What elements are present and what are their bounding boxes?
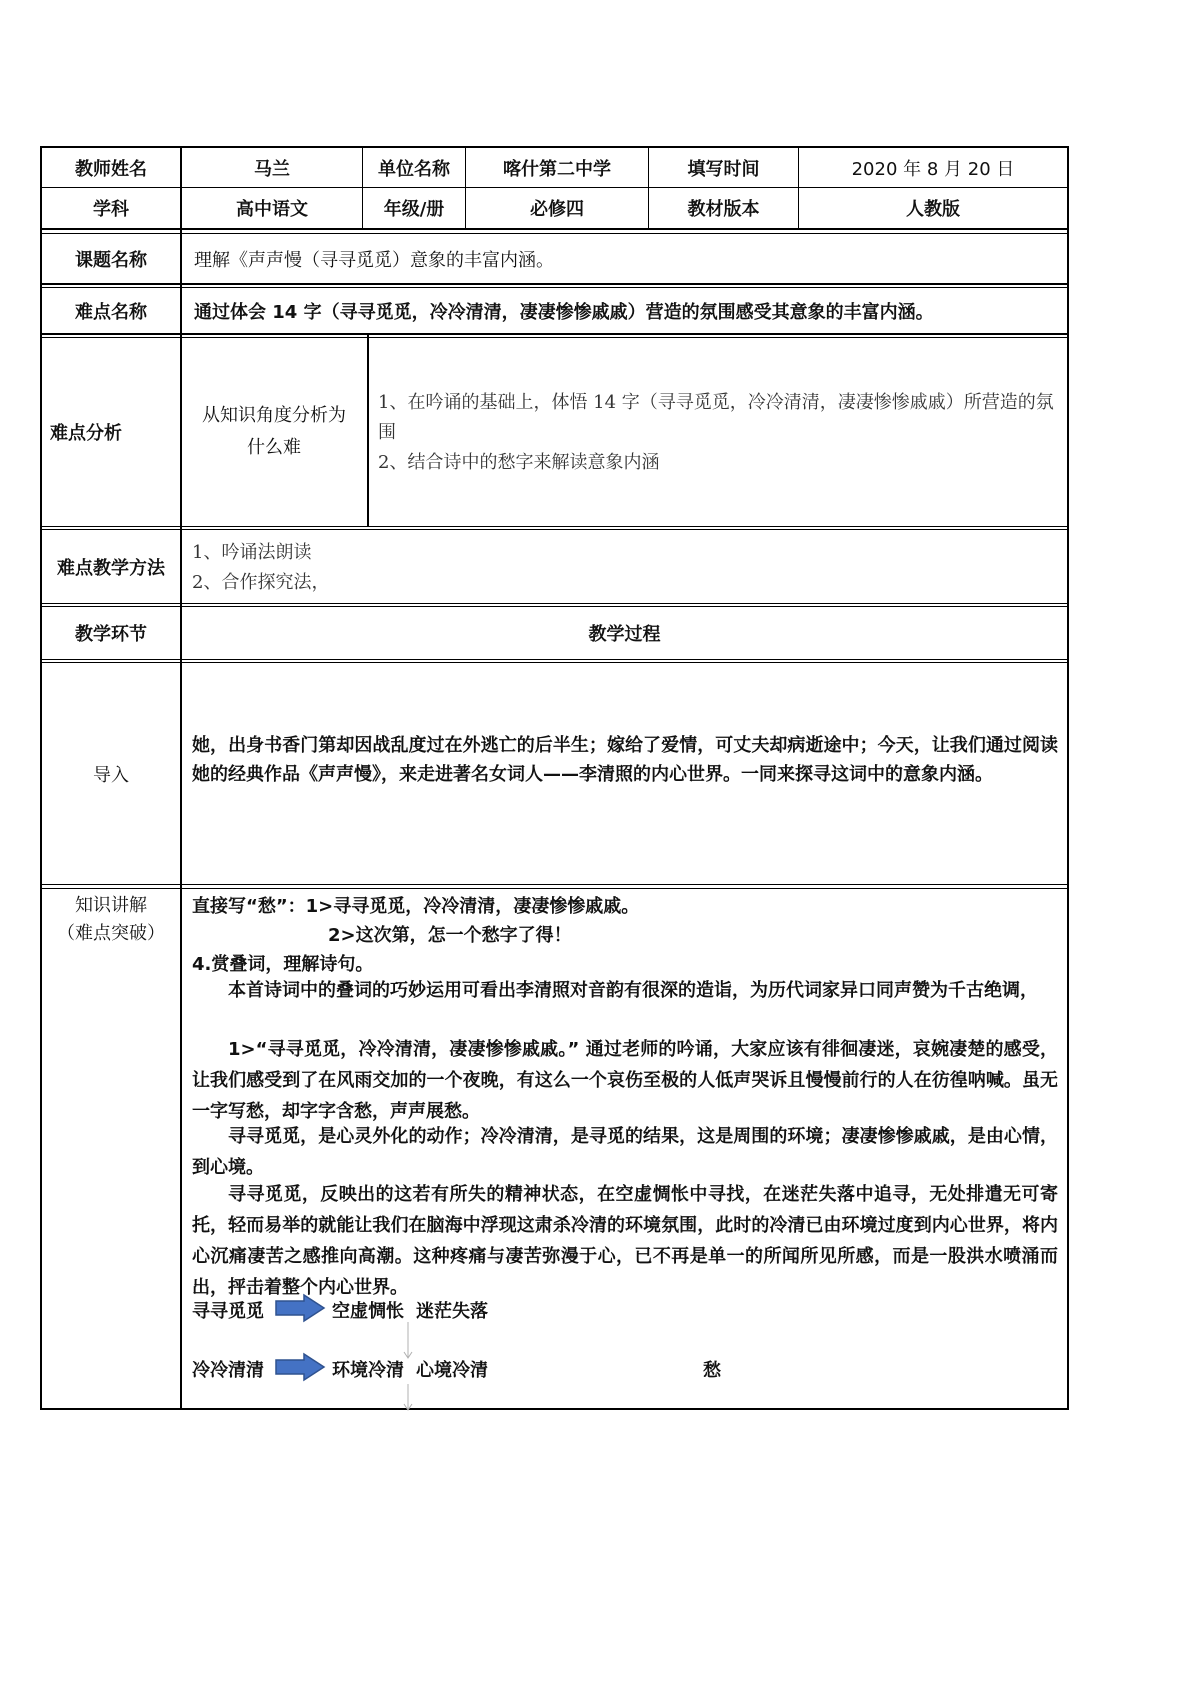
knowledge-label-1: 知识讲解 (75, 895, 147, 916)
diagram-row2-mid: 环境冷清 (332, 1360, 404, 1381)
teacher-name-label: 教师姓名 (75, 158, 147, 180)
diagram-row2-right: 心境冷清 (416, 1360, 488, 1381)
knowledge-label (42, 892, 180, 948)
diagram-row1-left: 寻寻觅觅 (192, 1301, 264, 1322)
method-item-2: 2、合作探究法， (192, 572, 330, 593)
method-label: 难点教学方法 (57, 557, 165, 579)
fill-date-label: 填写时间 (687, 158, 760, 180)
arrow-right-icon (274, 1352, 326, 1382)
unit-name-label: 单位名称 (378, 158, 450, 180)
process-section-label: 教学环节 (75, 624, 147, 645)
intro-label: 导入 (93, 764, 129, 786)
diagram-row1-mid: 空虚惆怅 (332, 1301, 404, 1322)
subject-label: 学科 (93, 199, 129, 220)
diagram-result: 愁 (703, 1360, 721, 1381)
knowledge-para-4: 寻寻觅觅，反映出的这若有所失的精神状态，在空虚惆怅中寻找，在迷茫失落中追寻，无处排遣无可寄托，轻而易举的就能让我们在脑海中浮现这肃杀冷清的环境氛围，此时的冷清已由环境过度到内心世界，将内心沉痛凄苦之感推向高潮。这种疼痛与凄苦弥漫于心，已不再是单一的所闻所见所感，而是一股洪水喷涌而出，抨击着整个内心世界。 (192, 1184, 1058, 1298)
difficulty-label: 难点名称 (75, 301, 147, 323)
knowledge-para-1: 本首诗词中的叠词的巧妙运用可看出李清照对音韵有很深的造诣，为历代词家异口同声赞为千古绝调， (228, 980, 1038, 1001)
knowledge-line-2: 2>这次第，怎一个愁字了得！ (328, 925, 572, 946)
edition-value: 人教版 (906, 199, 960, 220)
diagram-row1-right: 迷茫失落 (416, 1301, 488, 1322)
edition-label: 教材版本 (687, 199, 760, 220)
process-header: 教学过程 (588, 624, 661, 645)
grade-value: 必修四 (530, 199, 584, 220)
teacher-name-value: 马兰 (254, 158, 290, 180)
topic-value: 理解《声声慢（寻寻觅觅）意象的丰富内涵。 (194, 249, 554, 271)
knowledge-para-3: 寻寻觅觅，是心灵外化的动作；冷冷清清，是寻觅的结果，这是周围的环境；凄凄惨惨戚戚，是由心情，到心境。 (192, 1126, 1058, 1178)
analysis-item-2: 2、结合诗中的愁字来解读意象内涵 (378, 452, 660, 473)
difficulty-value: 通过体会 14 字（寻寻觅觅，冷冷清清，凄凄惨惨戚戚）营造的氛围感受其意象的丰富内涵。 (194, 301, 934, 323)
topic-label: 课题名称 (75, 249, 147, 271)
analysis-label: 难点分析 (50, 423, 122, 444)
intro-text: 她，出身书香门第却因战乱度过在外逃亡的后半生；嫁给了爱情，可丈夫却病逝途中；今天，让我们通过阅读她的经典作品《声声慢》，来走进著名女词人——李清照的内心世界。一同来探寻这词中的意象内涵。 (192, 735, 1058, 785)
analysis-content (378, 388, 1062, 478)
method-item-1: 1、吟诵法朗读 (192, 542, 312, 563)
fill-date-value: 2020 年 8 月 20 日 (851, 158, 1015, 180)
analysis-sub-label: 从知识角度分析为什么难 (202, 405, 346, 458)
grade-label: 年级/册 (383, 199, 445, 220)
diagram-row2-left: 冷冷清清 (192, 1360, 264, 1381)
analysis-item-1: 1、在吟诵的基础上，体悟 14 字（寻寻觅觅，冷冷清清，凄凄惨惨戚戚）所营造的氛围 (378, 392, 1054, 443)
method-content (192, 538, 1052, 598)
knowledge-label-2: （难点突破） (57, 923, 165, 944)
knowledge-line-3: 4.赏叠词，理解诗句。 (192, 954, 374, 975)
knowledge-para-2: 1>“寻寻觅觅，冷冷清清，凄凄惨惨戚戚。” 通过老师的吟诵，大家应该有徘徊凄迷，哀婉凄楚的感受，让我们感受到了在风雨交加的一个夜晚，有这么一个哀伤至极的人低声哭诉且慢慢前行的人在彷徨呐喊。虽无一字写愁，却字字含愁，声声展愁。 (192, 1039, 1058, 1122)
unit-name-value: 喀什第二中学 (503, 158, 611, 180)
knowledge-line-1: 直接写“愁”：1>寻寻觅觅，冷冷清清，凄凄惨惨戚戚。 (192, 896, 640, 917)
subject-value: 高中语文 (236, 199, 308, 220)
arrow-right-icon (274, 1293, 326, 1323)
